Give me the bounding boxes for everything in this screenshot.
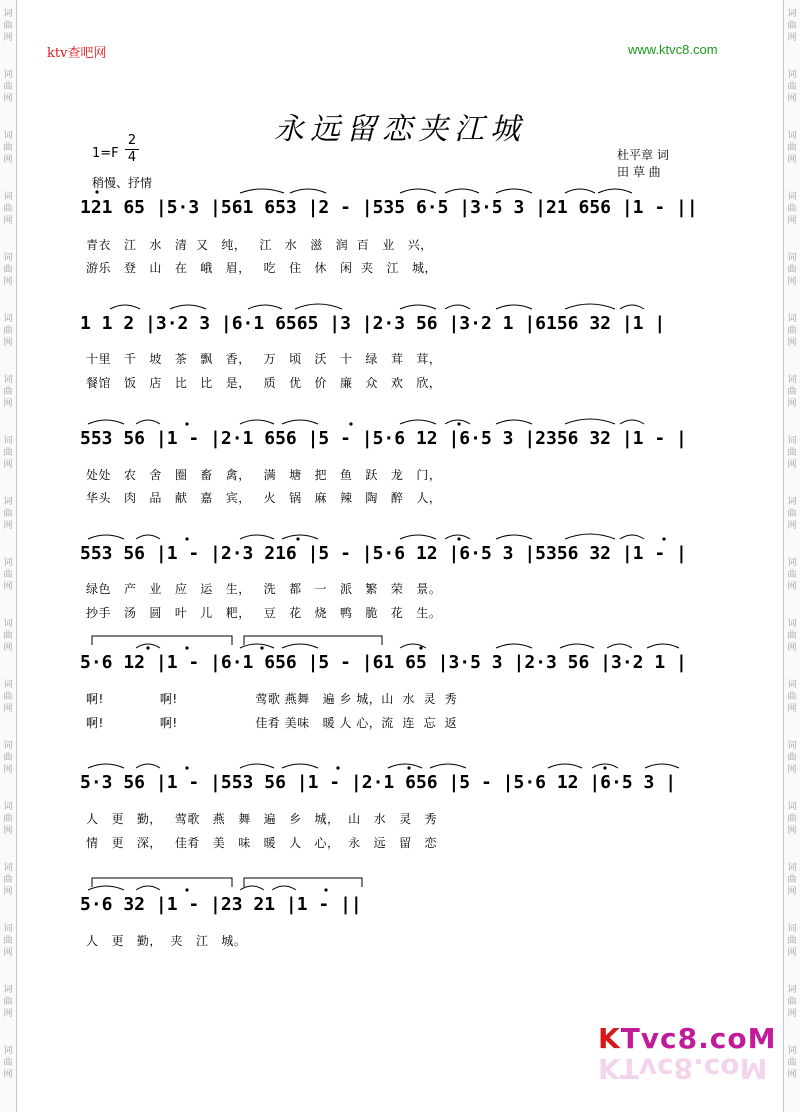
site-label-left[interactable]: ktv查吧网 (47, 46, 107, 61)
time-sig-top: 2 (127, 133, 137, 148)
side-watermark-mark: 词 曲 网 (3, 314, 13, 348)
octave-dot (349, 422, 352, 425)
volta-bracket (244, 878, 362, 887)
side-watermark-mark: 词 曲 网 (3, 9, 13, 43)
slur (282, 644, 318, 648)
side-watermark-mark: 词 曲 网 (787, 497, 797, 531)
lyric-line-2a: 十里 千 坡 茶 飘 香， 万 顷 沃 十 绿 茸 茸， (86, 352, 442, 366)
lyric-line-3b: 华头 肉 品 献 嘉 宾， 火 锅 麻 辣 陶 醉 人， (86, 491, 442, 505)
slur (400, 305, 436, 309)
side-watermark-mark: 词 曲 网 (3, 70, 13, 104)
side-watermark-mark: 词 曲 网 (787, 924, 797, 958)
side-watermark-mark: 词 曲 网 (787, 863, 797, 897)
slur (170, 305, 206, 309)
volta-bracket (244, 636, 382, 645)
slur (282, 535, 318, 539)
lyric-line-4a: 绿色 产 业 应 运 生， 洗 都 一 派 繁 荣 景。 (86, 582, 442, 596)
octave-dot (324, 888, 327, 891)
slur (295, 304, 342, 309)
slur (598, 189, 632, 193)
slur (282, 764, 318, 768)
slur (240, 420, 274, 424)
side-watermark-mark: 词 曲 网 (787, 680, 797, 714)
slur (110, 305, 140, 309)
notation-line-5: 5·6 12 |1 - |6·1 656 |5 - |61 65 |3·5 3 |2·3 56 |3·2 1 | (80, 652, 687, 673)
side-watermark-mark: 词 曲 网 (3, 497, 13, 531)
side-watermark-mark: 词 曲 网 (3, 619, 13, 653)
volta-bracket (92, 878, 232, 887)
slur (136, 420, 160, 424)
octave-dot (185, 422, 188, 425)
slur (240, 644, 274, 648)
lyric-line-4b: 抄手 汤 圆 叶 儿 粑， 豆 花 烧 鸭 脆 花 生。 (86, 606, 442, 620)
side-watermark-mark: 词 曲 网 (787, 802, 797, 836)
slur (620, 305, 644, 309)
side-watermark-mark: 词 曲 网 (787, 436, 797, 470)
slur (400, 189, 436, 193)
slur (496, 420, 532, 424)
lyric-line-1a: 青衣 江 水 清 又 纯， 江 水 滋 润 百 业 兴， (86, 238, 433, 252)
logo-rest: Tvc8.coM (620, 1022, 777, 1055)
side-watermark-mark: 词 曲 网 (787, 375, 797, 409)
slur (565, 534, 615, 539)
side-watermark-mark: 词 曲 网 (787, 741, 797, 775)
notation-line-1: 121 65 |5·3 |561 653 |2 - |535 6·5 |3·5 3 |21 656 |1 - || (80, 197, 698, 218)
slur (445, 305, 470, 309)
side-watermark-mark: 词 曲 网 (787, 314, 797, 348)
notation-line-6: 5·3 56 |1 - |553 56 |1 - |2·1 656 |5 - |5·6 12 |6·5 3 | (80, 772, 677, 793)
lyric-line-5a: 啊! 啊! 莺歌 燕舞 遍 乡 城，山 水 灵 秀 (86, 692, 458, 706)
slur (240, 764, 274, 768)
slur (136, 535, 160, 539)
octave-dot (457, 422, 460, 425)
slur (565, 189, 595, 193)
octave-dot (407, 766, 410, 769)
slur (565, 304, 615, 309)
lyric-line-1b: 游乐 登 山 在 峨 眉， 吃 住 休 闲 夹 江 城， (86, 261, 438, 275)
logo-reflection: KTvc8.coM (598, 1052, 768, 1085)
notation-line-7: 5·6 32 |1 - |23 21 |1 - || (80, 894, 362, 915)
side-watermark-mark: 词 曲 网 (3, 924, 13, 958)
slur (282, 420, 318, 424)
octave-dot (95, 190, 98, 193)
side-watermark-mark: 词 曲 网 (787, 619, 797, 653)
lyric-line-6a: 人 更 勤， 莺歌 燕 舞 遍 乡 城， 山 水 灵 秀 (86, 812, 438, 826)
slur (248, 305, 282, 309)
side-watermark-mark: 词 曲 网 (3, 253, 13, 287)
octave-dot (185, 646, 188, 649)
octave-dot (146, 646, 149, 649)
slur (496, 644, 532, 648)
composer-credit: 田 草 曲 (617, 165, 661, 179)
slur (607, 644, 632, 648)
octave-dot (419, 646, 422, 649)
side-watermark-mark: 词 曲 网 (3, 436, 13, 470)
octave-dot (457, 537, 460, 540)
side-watermark-mark: 词 曲 网 (3, 680, 13, 714)
lyric-line-5b: 啊! 啊! 佳肴 美味 暖 人 心，流 连 忘 返 (86, 716, 458, 730)
side-watermark-mark: 词 曲 网 (787, 192, 797, 226)
slur (136, 764, 160, 768)
tempo-marking: 稍慢、抒情 (92, 176, 153, 190)
slur (445, 420, 470, 424)
octave-dot (336, 766, 339, 769)
slur (647, 644, 679, 648)
side-watermark-mark: 词 曲 网 (3, 741, 13, 775)
side-watermark-mark: 词 曲 网 (3, 131, 13, 165)
slur (388, 764, 422, 768)
slur (290, 189, 326, 193)
side-watermark-mark: 词 曲 网 (787, 253, 797, 287)
side-watermark-mark: 词 曲 网 (787, 70, 797, 104)
slur (400, 535, 436, 539)
side-watermark-mark: 词 曲 网 (787, 131, 797, 165)
side-watermark-mark: 词 曲 网 (787, 9, 797, 43)
octave-dot (260, 646, 263, 649)
time-sig-bottom: 4 (127, 150, 137, 165)
notation-line-3: 553 56 |1 - |2·1 656 |5 - |5·6 12 |6·5 3 |2356 32 |1 - | (80, 428, 687, 449)
octave-dot (185, 766, 188, 769)
slur (240, 535, 274, 539)
slur (400, 420, 436, 424)
slur (645, 764, 679, 768)
side-watermark-mark: 词 曲 网 (3, 375, 13, 409)
side-watermark-mark: 词 曲 网 (3, 558, 13, 592)
slur (445, 189, 479, 193)
side-watermark-mark: 词 曲 网 (787, 1046, 797, 1080)
lyricist-credit: 杜平章 词 (617, 148, 669, 162)
side-watermark-mark: 词 曲 网 (3, 802, 13, 836)
slur (496, 189, 532, 193)
slur (88, 886, 124, 890)
notation-line-4: 553 56 |1 - |2·3 216 |5 - |5·6 12 |6·5 3 |5356 32 |1 - | (80, 543, 687, 564)
slur (136, 886, 160, 890)
site-logo[interactable] (598, 1022, 776, 1055)
slur (88, 764, 124, 768)
lyric-line-6b: 情 更 深， 佳肴 美 味 暖 人 心， 永 远 留 恋 (86, 836, 438, 850)
slur (620, 420, 644, 424)
slur (496, 305, 532, 309)
slur (565, 419, 615, 424)
side-watermark-mark: 词 曲 网 (787, 558, 797, 592)
volta-bracket (92, 636, 232, 645)
octave-dot (185, 537, 188, 540)
side-watermark-mark: 词 曲 网 (787, 985, 797, 1019)
key-signature: 1=F (92, 146, 119, 161)
octave-dot (185, 888, 188, 891)
slur (240, 189, 284, 193)
logo-k: K (598, 1022, 621, 1055)
slur (548, 764, 582, 768)
song-title: 永远留恋夹江城 (274, 112, 526, 147)
octave-dot (296, 537, 299, 540)
side-watermark-mark: 词 曲 网 (3, 863, 13, 897)
slur (496, 535, 532, 539)
notation-line-2: 1 1 2 |3·2 3 |6·1 6565 |3 |2·3 56 |3·2 1 |6156 32 |1 | (80, 313, 666, 334)
slur (88, 535, 124, 539)
octave-dot (662, 537, 665, 540)
lyric-line-2b: 餐馆 饭 店 比 比 是， 质 优 价 廉 众 欢 欣， (86, 376, 442, 390)
slur (445, 535, 470, 539)
octave-dot (603, 766, 606, 769)
side-watermark-mark: 词 曲 网 (3, 985, 13, 1019)
side-watermark-mark: 词 曲 网 (3, 192, 13, 226)
side-watermark-mark: 词 曲 网 (3, 1046, 13, 1080)
slur (272, 886, 296, 890)
lyric-line-3a: 处处 农 舍 圈 畜 禽， 满 塘 把 鱼 跃 龙 门， (86, 468, 442, 482)
site-url-right[interactable]: www.ktvc8.com (628, 42, 718, 57)
slur (88, 420, 124, 424)
slur (430, 764, 466, 768)
slur (620, 535, 644, 539)
lyric-line-7a: 人 更 勤， 夹 江 城。 (86, 934, 247, 948)
slur (560, 644, 594, 648)
